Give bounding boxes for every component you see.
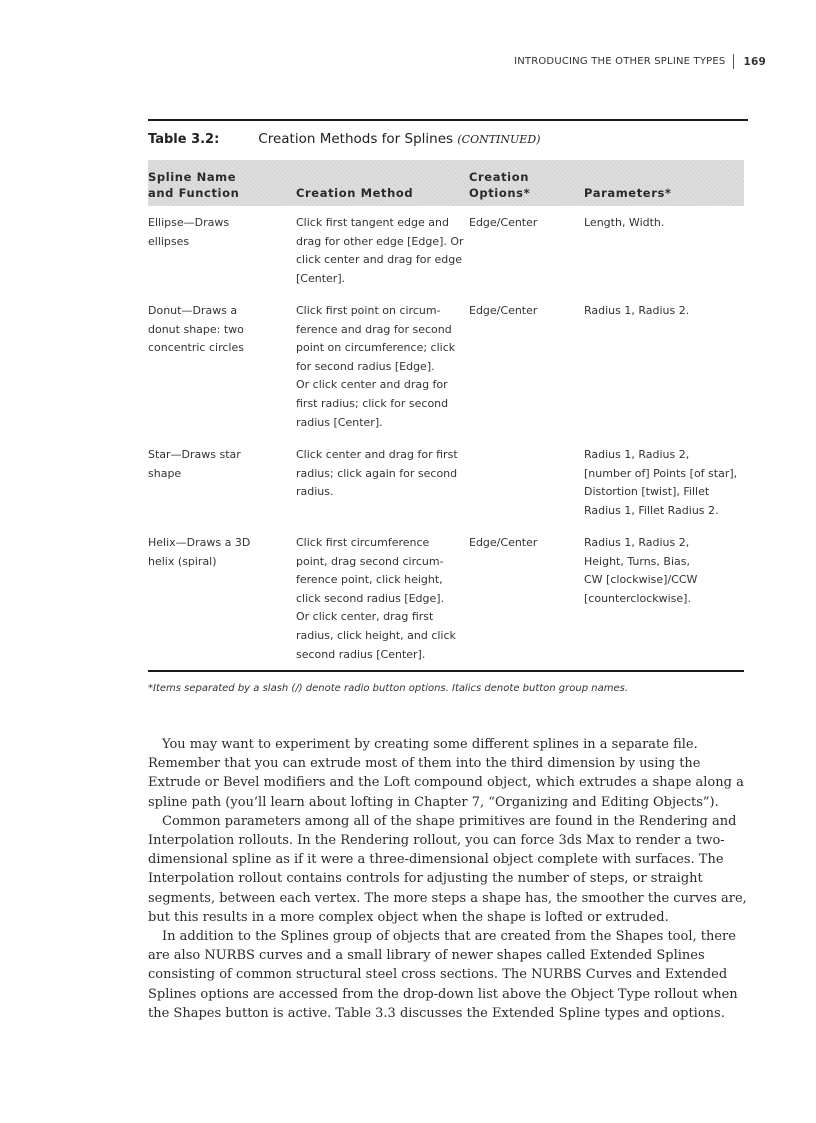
- cell-line: click center and drag for edge: [296, 253, 462, 267]
- row-ellipse-name: [148, 214, 229, 251]
- cell-line: Click first circumference: [296, 536, 430, 549]
- paragraph: You may want to experiment by creating some different splines in a separate file. Remember that you can extrude most of them into the third dimension by using the Extrude or Bevel modifiers and the Loft compound object, which extrudes a shape along a spline path (you’ll learn about lofting in Chapter 7, “Organizing and Editing Objects”).: [148, 737, 744, 810]
- cell-line: [Center].: [296, 271, 346, 285]
- cell-line: Click first tangent edge and: [296, 216, 449, 229]
- row-helix-method: [296, 534, 456, 664]
- row-ellipse-parameters: [584, 214, 664, 233]
- running-head: [514, 54, 766, 69]
- cell-line: Click center and drag for first: [296, 448, 458, 461]
- running-head-divider: [733, 54, 734, 69]
- table-top-rule: [148, 119, 748, 121]
- cell-line: Radius 1, Radius 2,: [584, 536, 690, 549]
- row-donut-name: [148, 302, 244, 358]
- cell-line: shape: [148, 466, 182, 480]
- cell-line: Or click center and drag for: [296, 378, 448, 392]
- cell-line: helix (spiral): [148, 554, 217, 568]
- header-spline-name-line-1: Spline Name: [148, 170, 237, 184]
- header-creation-method: Creation Method: [296, 186, 414, 200]
- row-helix-name: [148, 534, 250, 571]
- header-spline-name-line-2: and Function: [148, 186, 240, 200]
- header-options-line-1: Creation: [469, 170, 529, 184]
- row-donut-options: [469, 302, 537, 321]
- cell-line: CW [clockwise]/CCW: [584, 573, 698, 587]
- table-footnote: *Items separated by a slash (/) denote radio button options. Italics denote button group names.: [148, 683, 628, 694]
- row-ellipse-options: [469, 214, 537, 233]
- header-spline-name: [148, 169, 239, 201]
- cell-line: concentric circles: [148, 341, 244, 355]
- cell-line: Edge/Center: [469, 216, 538, 229]
- row-helix-parameters: [584, 534, 697, 608]
- row-helix-options: [469, 534, 537, 553]
- cell-line: Length, Width.: [584, 216, 665, 229]
- cell-line: second radius [Center].: [296, 647, 426, 661]
- row-donut-parameters: [584, 302, 689, 321]
- cell-line: Edge/Center: [469, 536, 538, 549]
- table-caption: [148, 131, 540, 147]
- cell-line: point on circumference; click: [296, 341, 456, 355]
- table-title: Creation Methods for Splines: [258, 131, 454, 147]
- paragraph: In addition to the Splines group of objects that are created from the Shapes tool, there are also NURBS curves and a small library of newer shapes called Extended Splines consisting of common structural steel cross sections. The NURBS Curves and Extended Splines options are accessed from the drop-down list above the Object Type rollout when the Shapes button is active. Table 3.3 discusses the Extended Spline types and options.: [148, 929, 738, 1021]
- row-star-parameters: [584, 446, 737, 520]
- cell-line: radius; click again for second: [296, 466, 458, 480]
- running-head-title: INTRODUCING THE OTHER SPLINE TYPES: [514, 56, 726, 67]
- cell-line: ference point, click height,: [296, 573, 443, 587]
- cell-line: [number of] Points [of star],: [584, 466, 738, 480]
- cell-line: ellipses: [148, 234, 190, 248]
- cell-line: ference and drag for second: [296, 322, 452, 336]
- cell-line: Distortion [twist], Fillet: [584, 485, 710, 499]
- row-donut-method: [296, 302, 455, 432]
- table-continued: (CONTINUED): [457, 133, 541, 146]
- cell-line: radius.: [296, 485, 334, 499]
- table-label: Table 3.2:: [148, 132, 220, 147]
- cell-line: Donut—Draws a: [148, 304, 238, 317]
- body-text: [148, 735, 748, 1023]
- row-star-method: [296, 446, 458, 502]
- cell-line: Edge/Center: [469, 304, 538, 317]
- header-parameters: Parameters*: [584, 186, 672, 200]
- cell-line: first radius; click for second: [296, 396, 449, 410]
- cell-line: radius, click height, and click: [296, 628, 456, 642]
- row-ellipse-method: [296, 214, 464, 288]
- cell-line: Radius 1, Fillet Radius 2.: [584, 503, 719, 517]
- cell-line: donut shape: two: [148, 322, 244, 336]
- cell-line: Helix—Draws a 3D: [148, 536, 251, 549]
- cell-line: Radius 1, Radius 2,: [584, 448, 690, 461]
- row-star-name: [148, 446, 241, 483]
- paragraph: Common parameters among all of the shape primitives are found in the Rendering and Interpolation rollouts. In the Rendering rollout, you can force 3ds Max to render a two-dimensional spline as if it were a three-dimensional object complete with surfaces. The Interpolation rollout contains controls for adjusting the number of steps, or straight segments, between each vertex. The more steps a shape has, the smoother the curves are, but this results in a more complex object when the shape is lofted or extruded.: [148, 813, 747, 925]
- header-options-line-2: Options*: [469, 186, 531, 200]
- page-number: 169: [743, 55, 766, 68]
- cell-line: drag for other edge [Edge]. Or: [296, 234, 464, 248]
- cell-line: Click first point on circum-: [296, 304, 441, 317]
- header-creation-options: [469, 169, 530, 201]
- cell-line: point, drag second circum-: [296, 554, 444, 568]
- cell-line: [counterclockwise].: [584, 591, 691, 605]
- cell-line: for second radius [Edge].: [296, 359, 435, 373]
- cell-line: Star—Draws star: [148, 448, 241, 461]
- cell-line: click second radius [Edge].: [296, 591, 445, 605]
- cell-line: Or click center, drag first: [296, 610, 434, 624]
- cell-line: Radius 1, Radius 2.: [584, 304, 690, 317]
- table-bottom-rule: [148, 670, 744, 672]
- cell-line: radius [Center].: [296, 415, 383, 429]
- cell-line: Ellipse—Draws: [148, 216, 230, 229]
- cell-line: Height, Turns, Bias,: [584, 554, 690, 568]
